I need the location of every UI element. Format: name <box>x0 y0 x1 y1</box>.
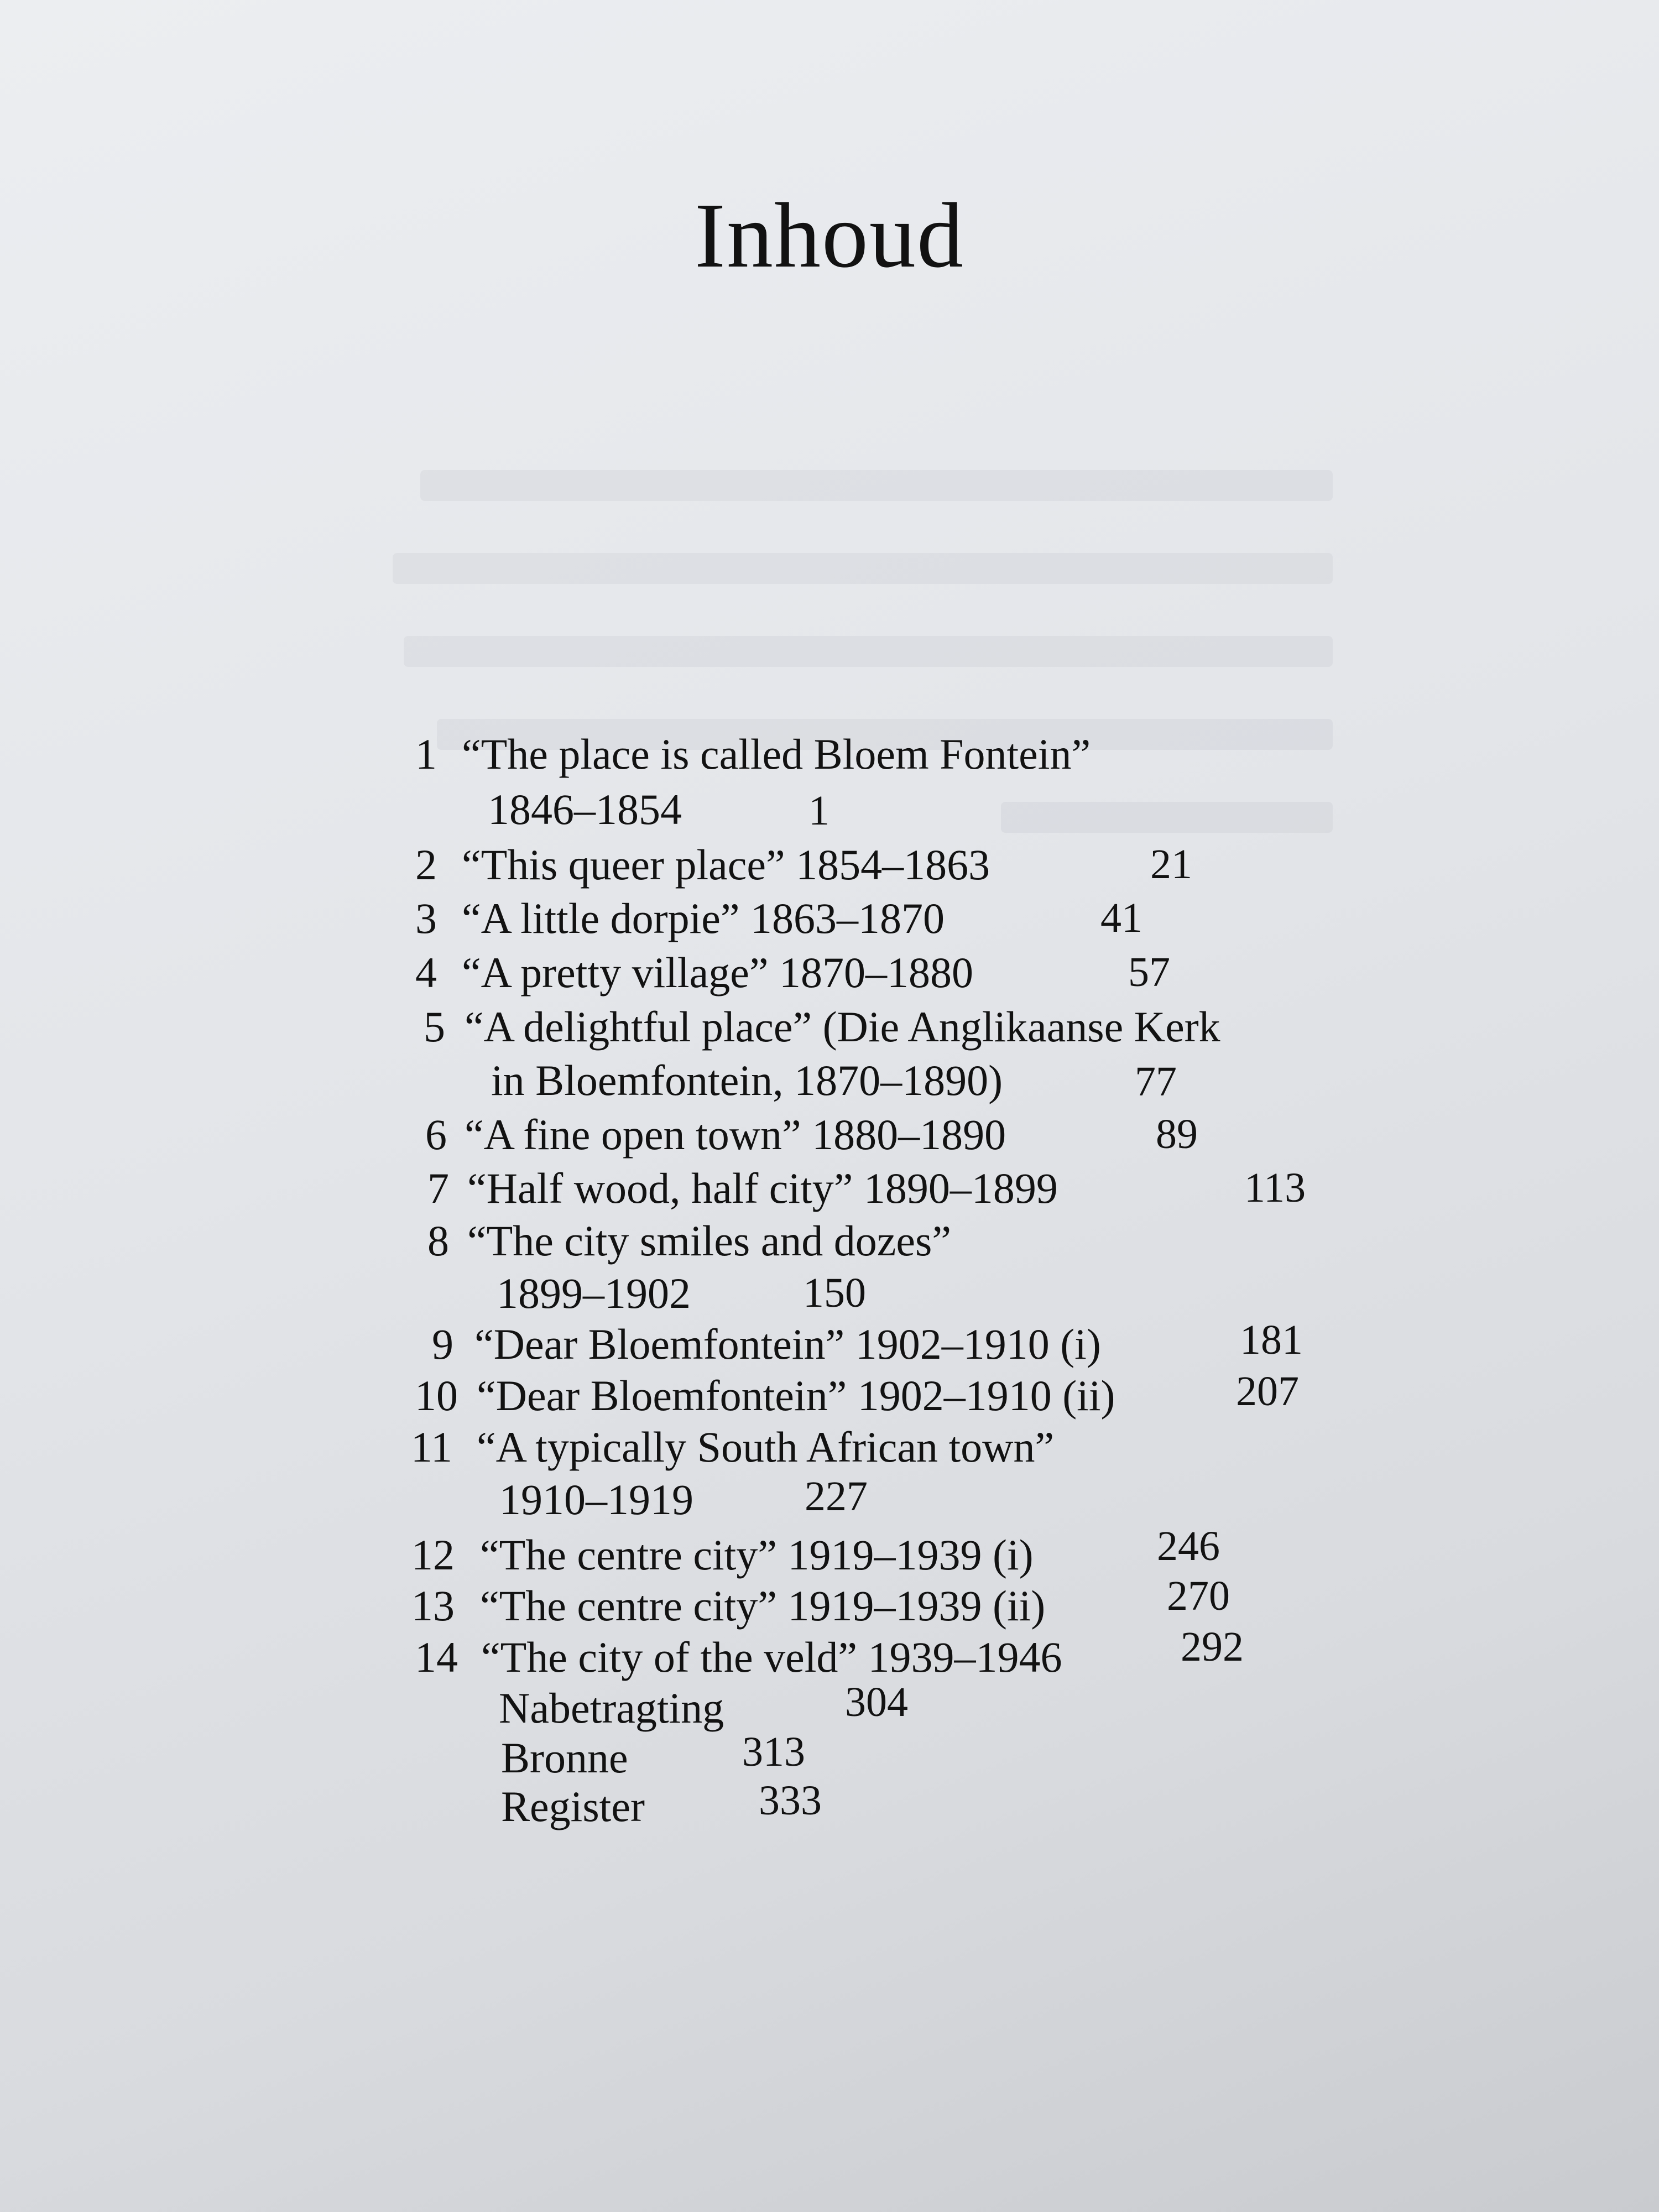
chapter-number: 5 <box>424 1003 445 1051</box>
chapter-number: 7 <box>427 1164 449 1212</box>
chapter-title-continuation: 1910–1919 <box>499 1475 693 1524</box>
chapter-title-continuation: 1899–1902 <box>497 1269 691 1317</box>
page-number: 57 <box>1128 949 1170 995</box>
page-number: 181 <box>1240 1317 1303 1363</box>
page-number: 270 <box>1167 1573 1230 1619</box>
page-number: 292 <box>1181 1624 1244 1670</box>
chapter-title: “The centre city” 1919–1939 (i) <box>480 1531 1034 1579</box>
chapter-title: “The city of the veld” 1939–1946 <box>481 1633 1062 1681</box>
page-number: 227 <box>805 1473 868 1520</box>
chapter-title: “A typically South African town” <box>477 1423 1055 1471</box>
page-number: 89 <box>1156 1111 1198 1157</box>
chapter-number: 2 <box>415 841 437 889</box>
page-number: 113 <box>1244 1165 1306 1211</box>
page-number: 150 <box>803 1270 866 1316</box>
chapter-number: 12 <box>411 1531 455 1579</box>
chapter-title: “The place is called Bloem Fontein” <box>462 730 1091 778</box>
page-number: 333 <box>759 1777 822 1824</box>
page-title: Inhoud <box>695 184 964 287</box>
chapter-title: “This queer place” 1854–1863 <box>462 841 990 889</box>
chapter-number: 3 <box>415 894 437 942</box>
chapter-number: 11 <box>410 1423 452 1471</box>
section-title: Bronne <box>501 1734 628 1782</box>
chapter-title: “Half wood, half city” 1890–1899 <box>467 1164 1058 1212</box>
chapter-number: 6 <box>425 1110 447 1159</box>
page-number: 21 <box>1150 841 1192 888</box>
chapter-number: 14 <box>415 1633 458 1681</box>
page-number: 207 <box>1236 1368 1299 1415</box>
chapter-title: “Dear Bloemfontein” 1902–1910 (ii) <box>477 1371 1115 1420</box>
chapter-number: 1 <box>415 730 437 778</box>
chapter-number: 10 <box>415 1371 458 1420</box>
chapter-title: “A delightful place” (Die Anglikaanse Kerk <box>465 1003 1220 1051</box>
page-number: 304 <box>845 1679 908 1725</box>
section-title: Register <box>501 1782 645 1830</box>
page-number: 41 <box>1100 895 1142 941</box>
chapter-number: 8 <box>427 1217 449 1265</box>
chapter-title: “The centre city” 1919–1939 (ii) <box>480 1582 1046 1630</box>
page-number: 77 <box>1135 1058 1177 1105</box>
chapter-title: “A little dorpie” 1863–1870 <box>462 894 945 942</box>
chapter-title: “The city smiles and dozes” <box>467 1217 952 1265</box>
page-number: 246 <box>1157 1523 1220 1569</box>
page-number: 313 <box>742 1729 805 1775</box>
chapter-title-continuation: 1846–1854 <box>488 785 682 833</box>
section-title: Nabetragting <box>499 1684 724 1732</box>
page-number: 1 <box>808 787 830 834</box>
chapter-title-continuation: in Bloemfontein, 1870–1890) <box>491 1056 1003 1104</box>
chapter-title: “Dear Bloemfontein” 1902–1910 (i) <box>474 1320 1101 1368</box>
chapter-number: 9 <box>432 1320 453 1368</box>
chapter-title: “A fine open town” 1880–1890 <box>465 1110 1006 1159</box>
chapter-number: 4 <box>415 948 437 997</box>
chapter-title: “A pretty village” 1870–1880 <box>462 948 973 997</box>
chapter-number: 13 <box>411 1582 455 1630</box>
